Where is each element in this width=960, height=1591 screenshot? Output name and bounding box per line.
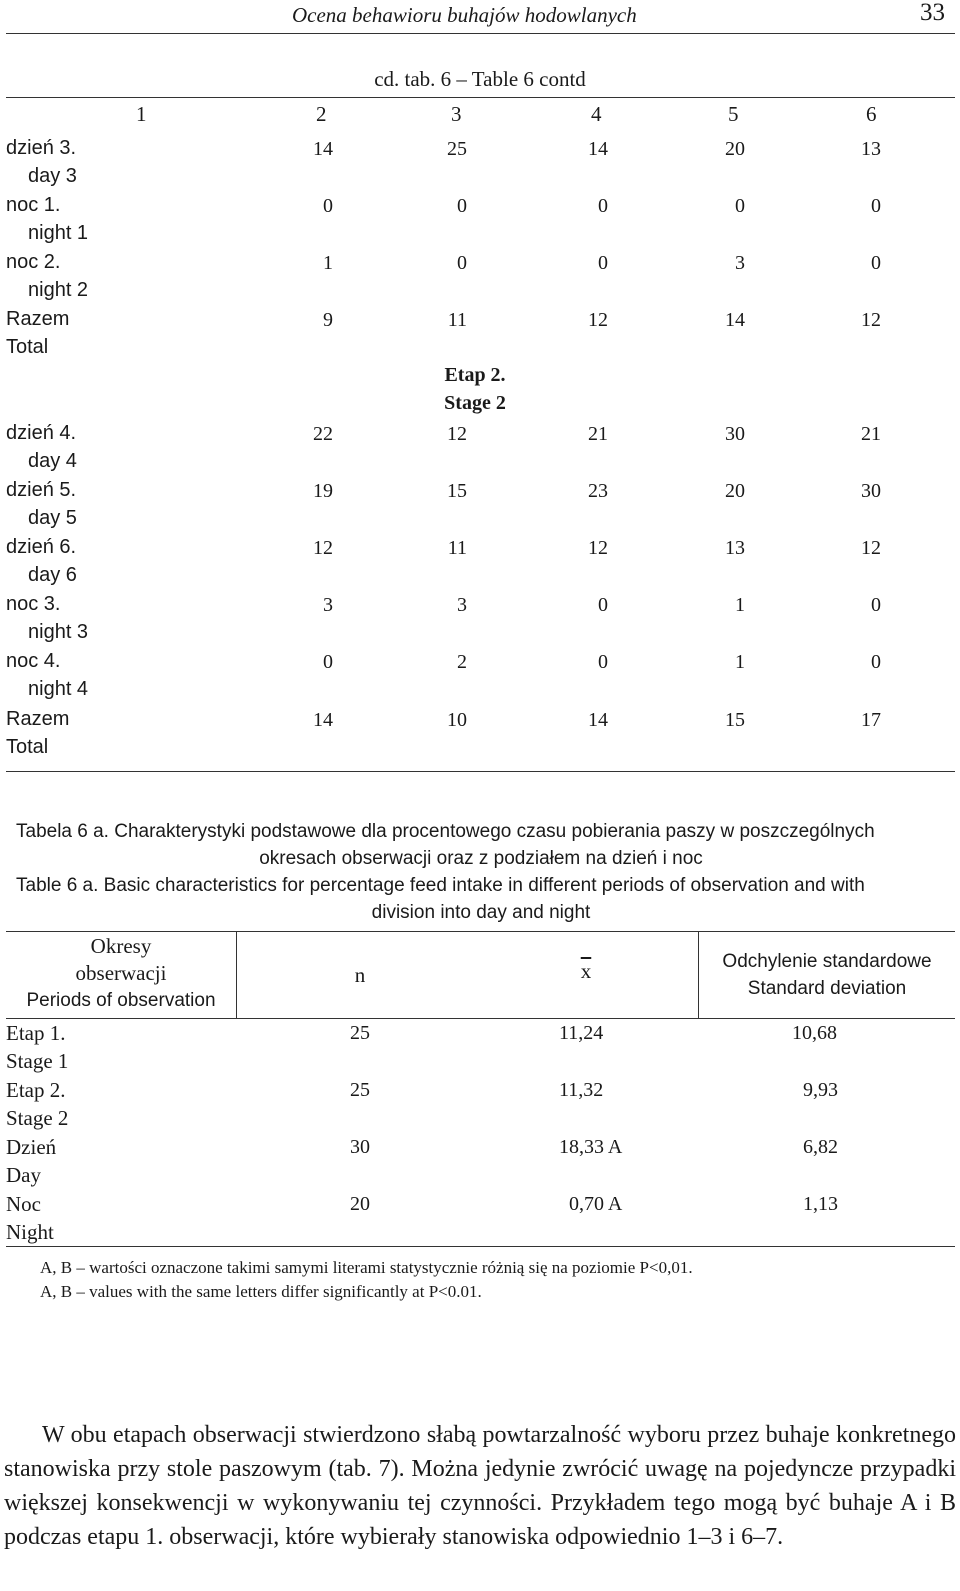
row-label: Razem Total	[6, 308, 70, 358]
header-rule	[6, 33, 955, 34]
column-header-sd: Odchylenie standardowe Standard deviation	[722, 951, 932, 999]
cell-value: 0	[871, 252, 881, 274]
cell-value: 1	[735, 651, 745, 673]
page-number: 33	[920, 0, 945, 26]
cell-value: 0	[598, 651, 608, 673]
cell-value: 13	[725, 537, 745, 559]
cell-value: 0	[323, 195, 333, 217]
cell-value: 0	[871, 651, 881, 673]
cell-value: 12	[588, 309, 608, 331]
cell-n: 25	[350, 1022, 370, 1044]
cell-sd: 6,82	[803, 1136, 838, 1158]
cell-value: 0	[457, 252, 467, 274]
column-header-n: n	[354, 963, 366, 987]
column-number: 5	[728, 102, 739, 126]
cell-value: 11	[447, 309, 467, 331]
table-row-total	[0, 705, 960, 761]
row-label: dzień 5. day 5	[6, 479, 77, 529]
cell-value: 20	[725, 138, 745, 160]
table-row	[0, 248, 960, 304]
column-numbers-row	[0, 98, 960, 128]
cell-value: 22	[313, 423, 333, 445]
cell-value: 25	[447, 138, 467, 160]
row-label: Etap 2. Stage 2	[6, 1078, 69, 1130]
cell-value: 3	[323, 594, 333, 616]
table-row	[0, 191, 960, 247]
cell-mean: 0,70 A	[569, 1193, 623, 1215]
table-row	[0, 419, 960, 475]
column-number: 2	[316, 102, 327, 126]
cell-value: 0	[598, 594, 608, 616]
cell-value: 1	[323, 252, 333, 274]
column-number: 6	[866, 102, 877, 126]
cell-sd: 1,13	[803, 1193, 838, 1215]
column-header-periods: Okresy obserwacji Periods of observation	[26, 934, 216, 1011]
cell-value: 11	[447, 537, 467, 559]
cell-value: 14	[313, 709, 333, 731]
running-title: Ocena behawioru buhajów hodowlanych	[292, 3, 637, 27]
cell-value: 12	[313, 537, 333, 559]
cell-value: 10	[447, 709, 467, 731]
cell-value: 15	[447, 480, 467, 502]
footnote-pl: A, B – wartości oznaczone takimi samymi literami statystycznie różnią się na poziomie P<0,01.	[40, 1258, 693, 1277]
table-row	[0, 134, 960, 190]
cell-value: 23	[588, 480, 608, 502]
table-row	[0, 647, 960, 703]
cell-value: 15	[725, 709, 745, 731]
row-label: Etap 1. Stage 1	[6, 1021, 69, 1073]
cell-sd: 9,93	[803, 1079, 838, 1101]
cell-value: 2	[457, 651, 467, 673]
cell-value: 20	[725, 480, 745, 502]
cell-mean: 11,32	[559, 1079, 604, 1101]
cell-value: 14	[725, 309, 745, 331]
row-label: dzień 6. day 6	[6, 536, 77, 586]
table-row	[0, 533, 960, 589]
cell-value: 0	[598, 252, 608, 274]
cell-value: 30	[725, 423, 745, 445]
table-row	[0, 590, 960, 646]
table-6a-bottom-rule	[6, 1246, 955, 1247]
cell-value: 30	[861, 480, 881, 502]
cell-value: 19	[313, 480, 333, 502]
table-bottom-rule	[6, 771, 955, 772]
cell-value: 12	[861, 537, 881, 559]
cell-value: 0	[323, 651, 333, 673]
cell-value: 3	[457, 594, 467, 616]
cell-value: 9	[323, 309, 333, 331]
cell-value: 21	[861, 423, 881, 445]
cell-value: 0	[871, 594, 881, 616]
cell-n: 20	[350, 1193, 370, 1215]
row-label: dzień 4. day 4	[6, 422, 77, 472]
row-label: noc 4. night 4	[6, 650, 89, 700]
column-number: 1	[136, 102, 147, 126]
table-6a-title-pl: Tabela 6 a. Charakterystyki podstawowe dla procentowego czasu pobierania paszy w poszczególnych okresach obserwacji oraz z podziałem na dzień i noc	[16, 821, 875, 869]
row-label: dzień 3. day 3	[6, 137, 77, 187]
cell-value: 0	[735, 195, 745, 217]
column-header-mean: $\overline{x}$	[580, 959, 592, 983]
cell-sd: 10,68	[792, 1022, 837, 1044]
stage-2-header: Etap 2. Stage 2	[444, 364, 506, 414]
row-label: Razem Total	[6, 708, 70, 758]
cell-value: 12	[447, 423, 467, 445]
table-row-total	[0, 305, 960, 361]
cell-value: 1	[735, 594, 745, 616]
cell-value: 0	[457, 195, 467, 217]
row-label: Dzień Day	[6, 1135, 57, 1187]
table-6a-header-rule	[6, 1018, 955, 1019]
row-label: Noc Night	[6, 1192, 54, 1244]
cell-value: 12	[861, 309, 881, 331]
cell-value: 14	[313, 138, 333, 160]
cell-mean: 18,33 A	[559, 1136, 623, 1158]
body-paragraph	[4, 1418, 956, 1554]
cell-value: 0	[598, 195, 608, 217]
cell-n: 25	[350, 1079, 370, 1101]
column-number: 3	[451, 102, 462, 126]
cell-value: 14	[588, 138, 608, 160]
table-row	[0, 476, 960, 532]
cell-value: 3	[735, 252, 745, 274]
column-number: 4	[591, 102, 602, 126]
table-6a-title-en: Table 6 a. Basic characteristics for percentage feed intake in different periods of observation and with division into day and night	[16, 875, 865, 923]
cell-value: 21	[588, 423, 608, 445]
row-label: noc 3. night 3	[6, 593, 89, 643]
cell-value: 0	[871, 195, 881, 217]
cell-n: 30	[350, 1136, 370, 1158]
cell-value: 13	[861, 138, 881, 160]
cell-value: 12	[588, 537, 608, 559]
table-6a-top-rule	[6, 931, 955, 932]
footnote-en: A, B – values with the same letters differ significantly at P<0.01.	[40, 1282, 482, 1301]
row-label: noc 1. night 1	[6, 194, 89, 244]
cell-value: 17	[861, 709, 881, 731]
column-divider	[236, 931, 237, 1019]
row-label: noc 2. night 2	[6, 251, 89, 301]
table-6-caption: cd. tab. 6 – Table 6 contd	[374, 67, 586, 91]
paragraph-text: W obu etapach obserwacji stwierdzono słabą powtarzalność wyboru przez buhaje konkretnego stanowiska przy stole paszowym (tab. 7). Można jedynie zwrócić uwagę na pojedyncze przypadki większej konsekwencji w wykonywaniu tej czynności. Przykładem tego mogą być buhaje A i B podczas etapu 1. obserwacji, które wybierały stanowiska odpowiednio 1–3 i 6–7.	[4, 1422, 956, 1550]
cell-mean: 11,24	[559, 1022, 604, 1044]
cell-value: 14	[588, 709, 608, 731]
